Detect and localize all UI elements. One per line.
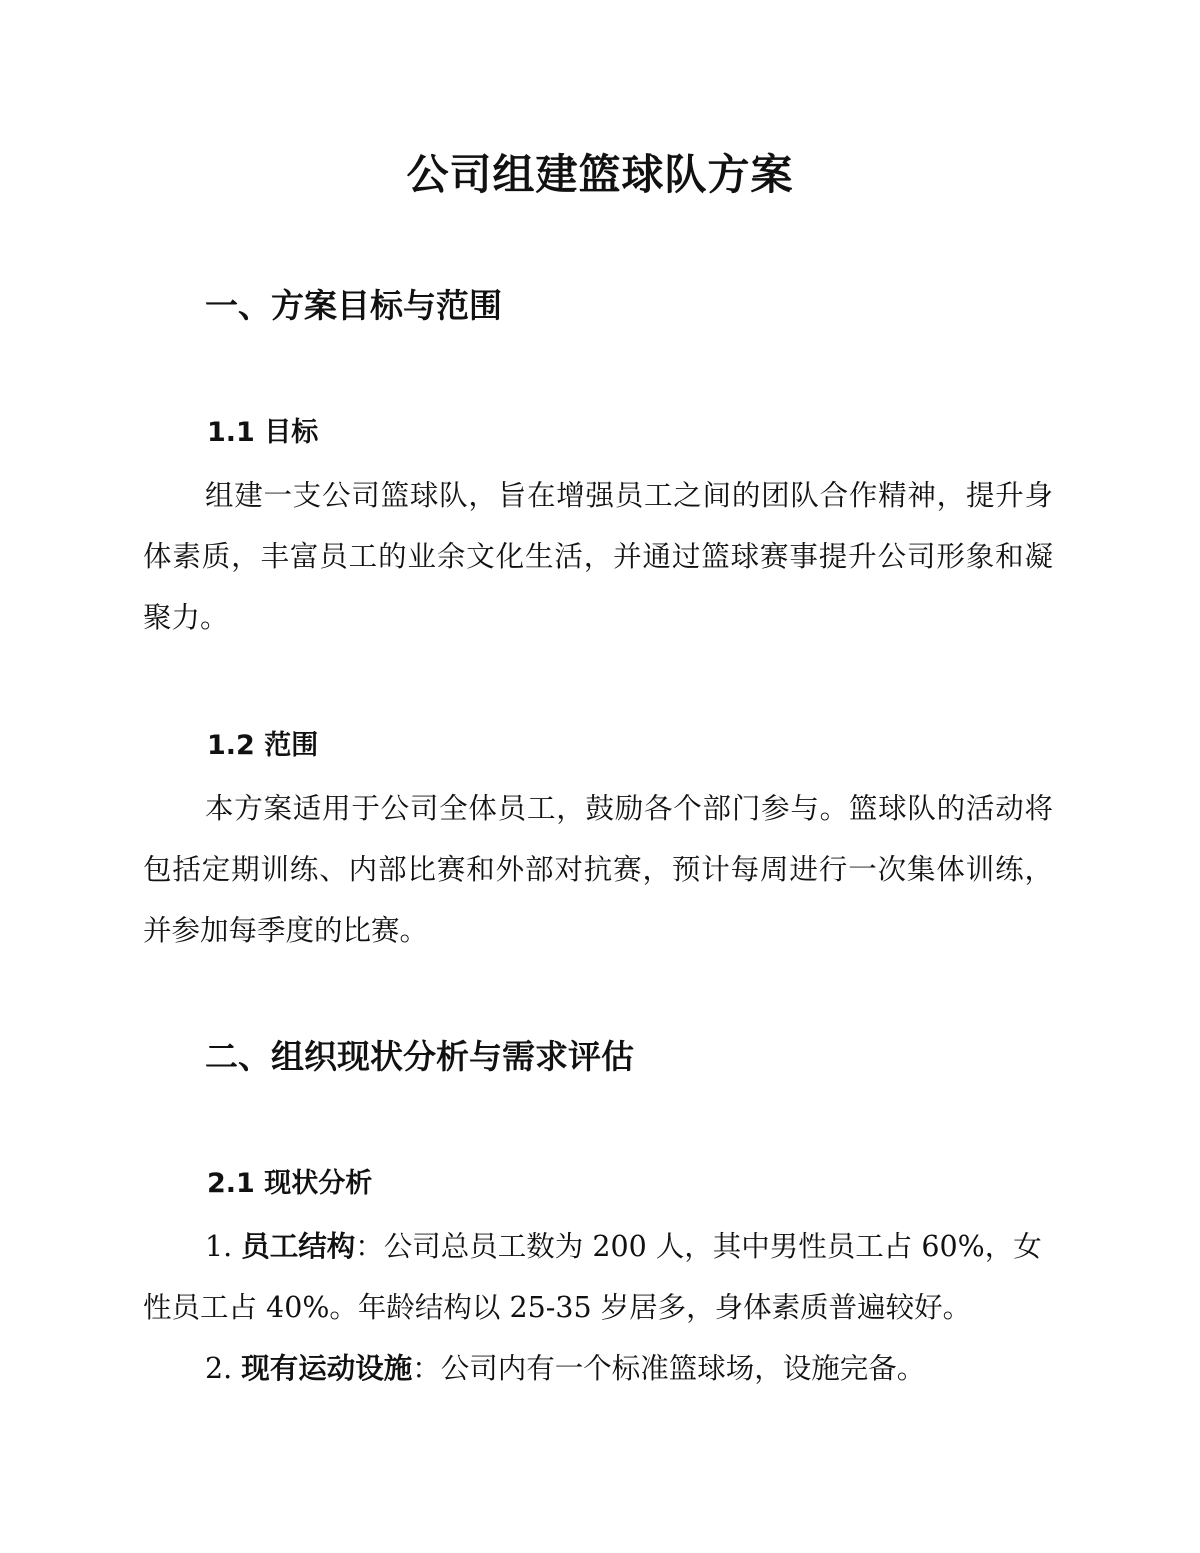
section-1-1-paragraph: 组建一支公司篮球队，旨在增强员工之间的团队合作精神，提升身体素质，丰富员工的业余文化生活，并通过篮球赛事提升公司形象和凝聚力。	[143, 479, 1053, 634]
list-item-number: 2.	[205, 1352, 242, 1385]
section-2-1-heading: 2.1 现状分析	[207, 1168, 373, 1199]
document-title: 公司组建篮球队方案	[406, 150, 794, 199]
list-item-number: 1.	[205, 1230, 242, 1263]
list-item-text: ：公司内有一个标准篮球场，设施完备。	[412, 1352, 926, 1385]
section-1-heading: 一、方案目标与范围	[205, 286, 502, 325]
list-item-sports-facilities	[143, 1338, 1053, 1399]
list-item-text: ：公司总员工数为 200 人，其中男性员工占 60%，女性员工占 40%。年龄结构以 25-35 岁居多，身体素质普遍较好。	[143, 1230, 1042, 1324]
list-item-label: 员工结构	[241, 1230, 356, 1263]
list-item-staff-structure	[143, 1216, 1053, 1338]
section-1-1-heading: 1.1 目标	[207, 417, 319, 448]
section-1-2-paragraph: 本方案适用于公司全体员工，鼓励各个部门参与。篮球队的活动将包括定期训练、内部比赛和外部对抗赛，预计每周进行一次集体训练，并参加每季度的比赛。	[143, 792, 1053, 947]
list-item-label: 现有运动设施	[241, 1352, 413, 1385]
section-2-heading: 二、组织现状分析与需求评估	[205, 1037, 634, 1076]
section-1-2-heading: 1.2 范围	[207, 730, 319, 761]
